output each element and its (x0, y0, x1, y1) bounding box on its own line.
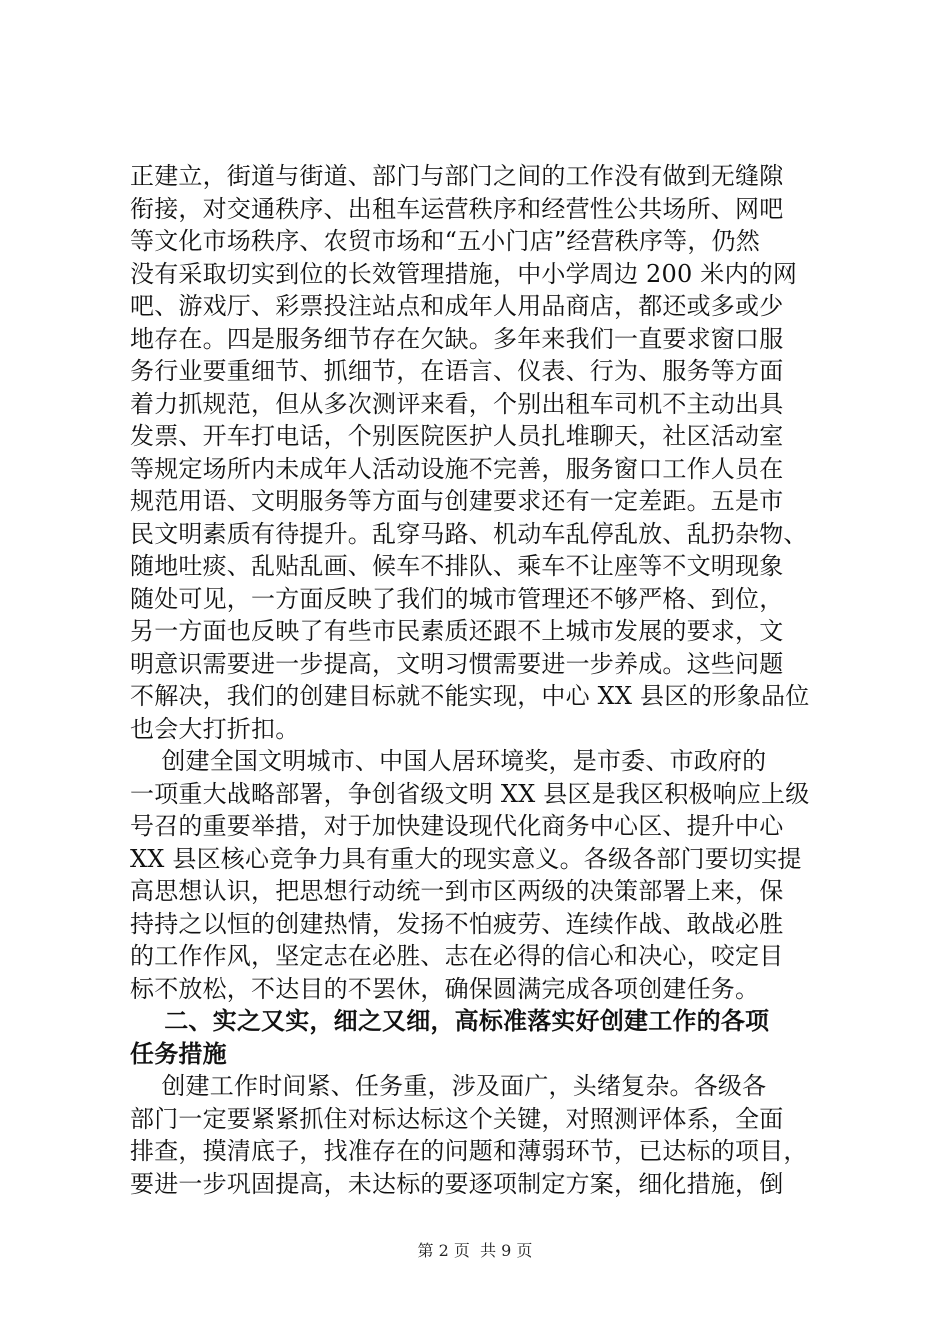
text-line: 也会大打折扣。 (130, 714, 300, 743)
text-line: 部门一定要紧紧抓住对标达标这个关键，对照测评体系，全面 (130, 1104, 784, 1133)
text-line: 发票、开车打电话，个别医院医护人员扎堆聊天，社区活动室 (130, 422, 784, 450)
text-line: 吧、游戏厅、彩票投注站点和成年人用品商店，都还或多或少 (130, 292, 784, 320)
text-line: 规范用语、文明服务等方面与创建要求还有一定差距。五是市 (130, 487, 784, 515)
text-line: 衔接，对交通秩序、出租车运营秩序和经营性公共场所、网吧 (130, 194, 784, 223)
text-line: 要进一步巩固提高，未达标的要逐项制定方案，细化措施，倒 (130, 1169, 784, 1198)
text-line: 标不放松，不达目的不罢休，确保圆满完成各项创建任务。 (130, 974, 760, 1003)
page-footer: 第 2 页 共 9 页 (417, 1241, 533, 1260)
text-line: 排查，摸清底子，找准存在的问题和薄弱环节，已达标的项目， (130, 1137, 808, 1165)
text-line: 等规定场所内未成年人活动设施不完善，服务窗口工作人员在 (130, 454, 784, 483)
text-line: 号召的重要举措，对于加快建设现代化商务中心区、提升中心 (130, 812, 784, 840)
text-line: 随处可见，一方面反映了我们的城市管理还不够严格、到位， (130, 584, 784, 613)
text-line: 高思想认识，把思想行动统一到市区两级的决策部署上来，保 (130, 877, 784, 905)
text-line: 另一方面也反映了有些市民素质还跟不上城市发展的要求，文 (130, 617, 784, 645)
text-line: 一项重大战略部署，争创省级文明 XX 县区是我区积极响应上级 (130, 779, 810, 808)
document-body (130, 160, 830, 1200)
text-line: 没有采取切实到位的长效管理措施，中小学周边 200 米内的网 (130, 259, 798, 288)
text-line: XX 县区核心竞争力具有重大的现实意义。各级各部门要切实提 (130, 844, 802, 873)
text-line: 明意识需要进一步提高，文明习惯需要进一步养成。这些问题 (130, 649, 784, 678)
text-line: 着力抓规范，但从多次测评来看，个别出租车司机不主动出具 (130, 389, 784, 418)
text-line: 创建全国文明城市、中国人居环境奖，是市委、市政府的 (130, 747, 767, 775)
section-heading-continued: 任务措施 (130, 1039, 227, 1068)
text-line: 创建工作时间紧、任务重，涉及面广，头绪复杂。各级各 (130, 1072, 767, 1100)
text-line: 等文化市场秩序、农贸市场和“五小门店”经营秩序等，仍然 (130, 227, 760, 255)
text-line: 不解决，我们的创建目标就不能实现，中心 XX 县区的形象品位 (130, 682, 810, 710)
text-line: 持持之以恒的创建热情，发扬不怕疲劳、连续作战、敢战必胜 (130, 909, 784, 938)
text-line: 正建立，街道与街道、部门与部门之间的工作没有做到无缝隙 (130, 162, 784, 190)
text-line: 随地吐痰、乱贴乱画、候车不排队、乘车不让座等不文明现象 (130, 552, 784, 580)
section-heading: 二、实之又实，细之又细，高标准落实好创建工作的各项 (130, 1007, 770, 1035)
text-line: 地存在。四是服务细节存在欠缺。多年来我们一直要求窗口服 (130, 324, 784, 353)
text-line: 民文明素质有待提升。乱穿马路、机动车乱停乱放、乱扔杂物、 (130, 519, 808, 548)
text-line: 的工作作风，坚定志在必胜、志在必得的信心和决心，咬定目 (130, 942, 784, 970)
text-line: 务行业要重细节、抓细节，在语言、仪表、行为、服务等方面 (130, 357, 784, 385)
